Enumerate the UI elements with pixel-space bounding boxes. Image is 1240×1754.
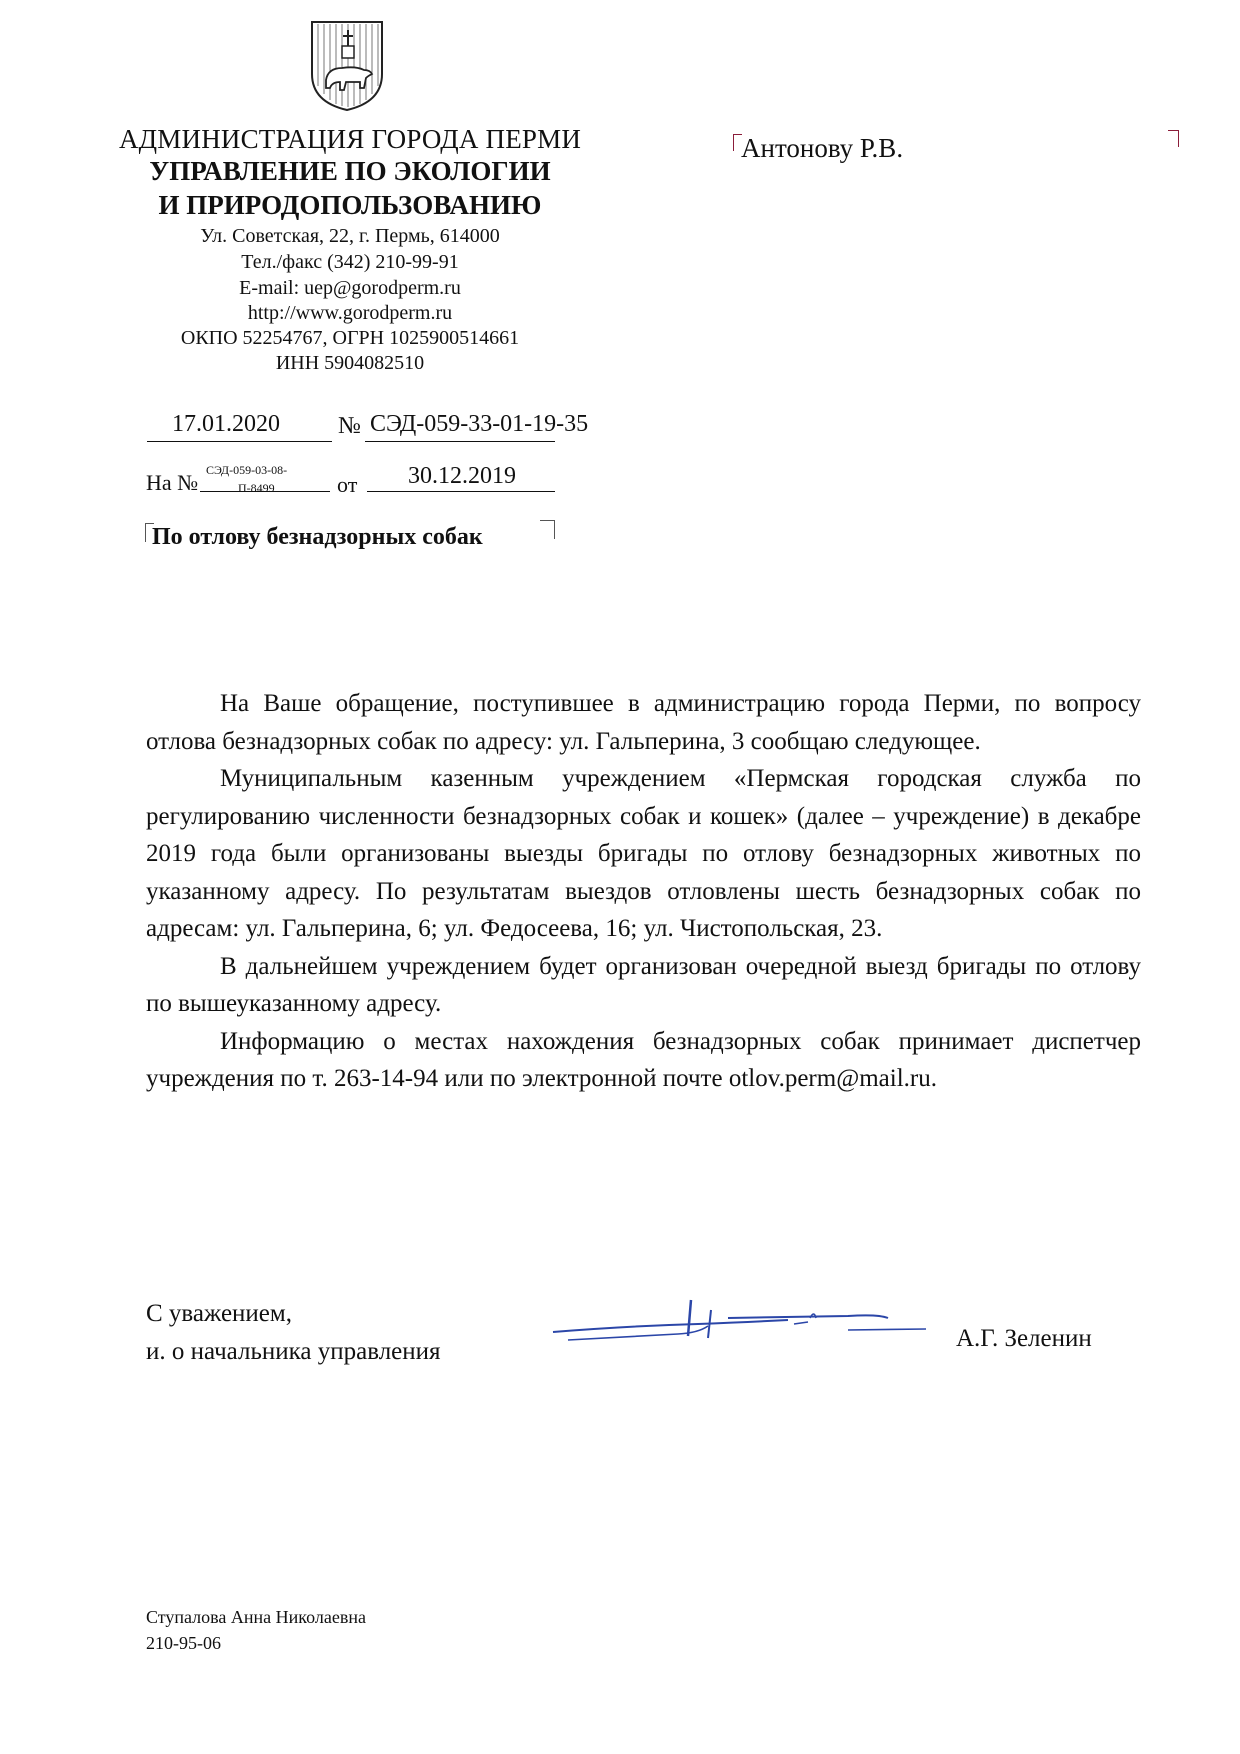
registration-number: СЭД-059-33-01-19-35 — [370, 411, 589, 437]
department-address: Ул. Советская, 22, г. Пермь, 614000 — [200, 225, 500, 247]
executor-phone: 210-95-06 — [146, 1633, 221, 1653]
body-paragraph-3: В дальнейшем учреждением будет организован очередной выезд бригады по отлову по вышеуказанному адресу. — [146, 952, 1141, 1017]
signature-block — [146, 1295, 441, 1371]
addressee: Антонову Р.В. — [741, 133, 904, 163]
registration-date-underline — [147, 440, 332, 442]
signer-name: А.Г. Зеленин — [956, 1325, 1092, 1352]
registration-number-underline — [365, 440, 555, 442]
closing-phrase: С уважением, — [146, 1300, 292, 1327]
letter-subject: По отлову безнадзорных собак — [152, 524, 483, 550]
reference-number-underline — [200, 490, 330, 492]
body-paragraph-1: На Ваше обращение, поступившее в администрацию города Перми, по вопросу отлова безнадзорных собак по адресу: ул. Гальперина, 3 сообщаю следующее. — [146, 690, 1141, 755]
body-paragraph-2: Муниципальным казенным учреждением «Пермская городская служба по регулированию численности безнадзорных собак и кошек» (далее – учреждение) в декабре 2019 года были организованы выезды бригады по отлову безнадзорных животных по указанному адресу. По результатам выездов отловлены шесть безнадзорных собак по адресам: ул. Гальперина, 6; ул. Федосеева, 16; ул. Чистопольская, 23. — [146, 765, 1141, 942]
organization-name: АДМИНИСТРАЦИЯ ГОРОДА ПЕРМИ — [118, 124, 582, 154]
reference-number-line2: П-8499 — [238, 481, 275, 495]
reference-number-label: На № — [146, 470, 199, 495]
body-paragraph-4: Информацию о местах нахождения безнадзорных собак принимает диспетчер учреждения по т. 263-14-94 или по электронной почте otlov.perm@mail.ru. — [146, 1027, 1141, 1092]
executor-name: Ступалова Анна Николаевна — [146, 1607, 366, 1627]
registration-date: 17.01.2020 — [172, 411, 280, 437]
registration-number-label: № — [338, 413, 361, 439]
reference-date: 30.12.2019 — [408, 463, 516, 489]
reference-date-underline — [367, 490, 555, 492]
department-inn: ИНН 5904082510 — [275, 352, 425, 374]
department-email: E-mail: uep@gorodperm.ru — [239, 277, 461, 299]
department-phone: Тел./факс (342) 210-99-91 — [241, 251, 459, 273]
department-codes: ОКПО 52254767, ОГРН 1025900514661 — [180, 327, 520, 349]
handwritten-signature-icon — [548, 1296, 928, 1344]
executor-info — [146, 1604, 366, 1656]
coat-of-arms-icon — [306, 16, 388, 114]
department-name-line2: И ПРИРОДОПОЛЬЗОВАНИЮ — [158, 190, 542, 220]
reference-from-label: от — [337, 472, 358, 497]
addressee-corner-mark-right — [1168, 130, 1179, 147]
department-website: http://www.gorodperm.ru — [247, 302, 453, 324]
reference-number-line1: СЭД-059-03-08- — [206, 463, 288, 477]
signer-position: и. о начальника управления — [146, 1338, 441, 1365]
department-name-line1: УПРАВЛЕНИЕ ПО ЭКОЛОГИИ — [149, 156, 551, 186]
letter-body — [146, 685, 1141, 1098]
